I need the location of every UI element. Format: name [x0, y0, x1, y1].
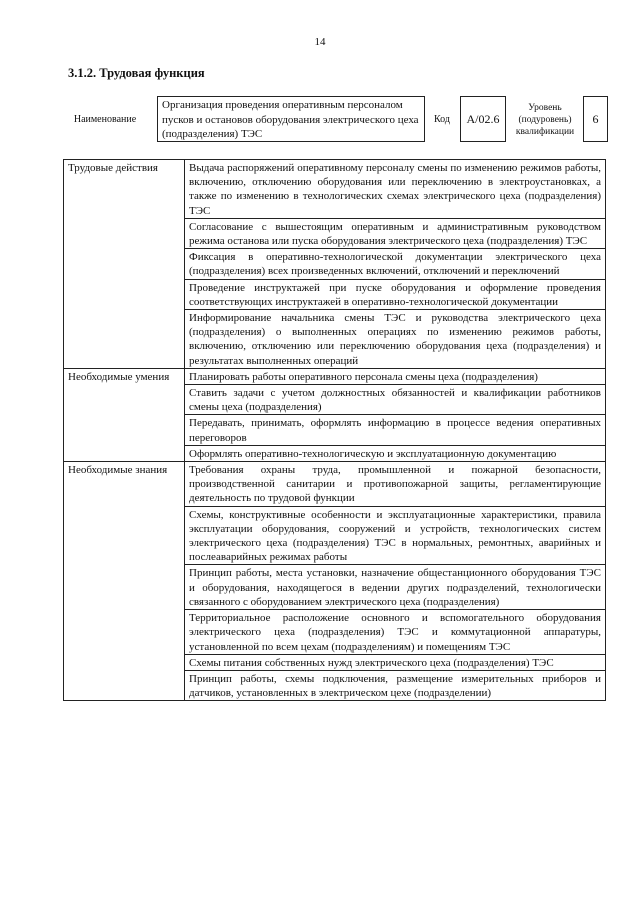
list-item: Принцип работы, места установки, назначение общестанционного оборудования ТЭС и оборудования, находящегося в ведении других подразделений, технологически связанного с оборудованием электрического цеха (подразделения) — [185, 565, 606, 610]
section-title-skills: Необходимые умения — [64, 368, 185, 461]
list-item: Информирование начальника смены ТЭС и руководства электрического цеха (подразделения) о выполненных операциях по изменению режимов работы, включению, отключению или переключению оборудования цеха (подразделения) и результатах выполненных операций — [185, 310, 606, 369]
level-label: Уровень (подуровень) квалификации — [515, 103, 575, 137]
name-label: Наименование — [73, 114, 137, 125]
table-row — [64, 462, 606, 507]
section-title: 3.1.2. Трудовая функция — [68, 66, 205, 80]
list-item: Принцип работы, схемы подключения, размещение измерительных приборов и датчиков, установленных в электрическом цехе (подразделении) — [185, 670, 606, 700]
list-item: Территориальное расположение основного и вспомогательного оборудования электрического цеха (подразделения) ТЭС и коммутационной аппаратуры, установленной по всем цехам (подразделениям) и помещениям ТЭС — [185, 610, 606, 655]
list-item: Планировать работы оперативного персонала смены цеха (подразделения) — [185, 368, 606, 384]
list-item: Требования охраны труда, промышленной и пожарной безопасности, производственной санитарии и противопожарной защиты, регламентирующие деятельность по трудовой функции — [185, 462, 606, 507]
function-header — [60, 96, 608, 146]
list-item: Ставить задачи с учетом должностных обязанностей и квалификации работников смены цеха (подразделения) — [185, 385, 606, 415]
list-item: Фиксация в оперативно-технологической документации электрического цеха (подразделения) всех произведенных включений, отключений и переключений — [185, 249, 606, 279]
function-table — [63, 159, 606, 701]
list-item: Схемы, конструктивные особенности и эксплуатационные характеристики, правила эксплуатации оборудования, сооружений и устройств, технологических систем электрического цеха (подразделения) ТЭС в нормальных, ремонтных, аварийных и послеаварийных режимах работы — [185, 506, 606, 565]
list-item: Передавать, принимать, оформлять информацию в процессе ведения оперативных переговоров — [185, 415, 606, 445]
list-item: Согласование с вышестоящим оперативным и административным руководством режима останова или пуска оборудования электрического цеха (подразделения) ТЭС — [185, 218, 606, 248]
code-label: Код — [434, 114, 450, 125]
table-row — [64, 160, 606, 219]
list-item: Схемы питания собственных нужд электрического цеха (подразделения) ТЭС — [185, 654, 606, 670]
function-name: Организация проведения оперативным персоналом пусков и остановов оборудования электрического цеха (подразделения) ТЭС — [157, 96, 425, 142]
list-item: Проведение инструктажей при пуске оборудования и оформление проведения соответствующих инструктажей в оперативно-технологической документации — [185, 279, 606, 309]
section-title-actions: Трудовые действия — [64, 160, 185, 369]
qualification-level: 6 — [583, 96, 608, 142]
section-title-knowledge: Необходимые знания — [64, 462, 185, 701]
list-item: Выдача распоряжений оперативному персоналу смены по изменению режимов работы, включению, отключению оборудования или переключению в электроустановках, а также по изменению в технологических схемах электрического цеха (подразделения) ТЭС — [185, 160, 606, 219]
page-number: 14 — [314, 36, 326, 48]
function-code: A/02.6 — [460, 96, 506, 142]
table-row — [64, 368, 606, 384]
list-item: Оформлять оперативно-технологическую и эксплуатационную документацию — [185, 445, 606, 461]
